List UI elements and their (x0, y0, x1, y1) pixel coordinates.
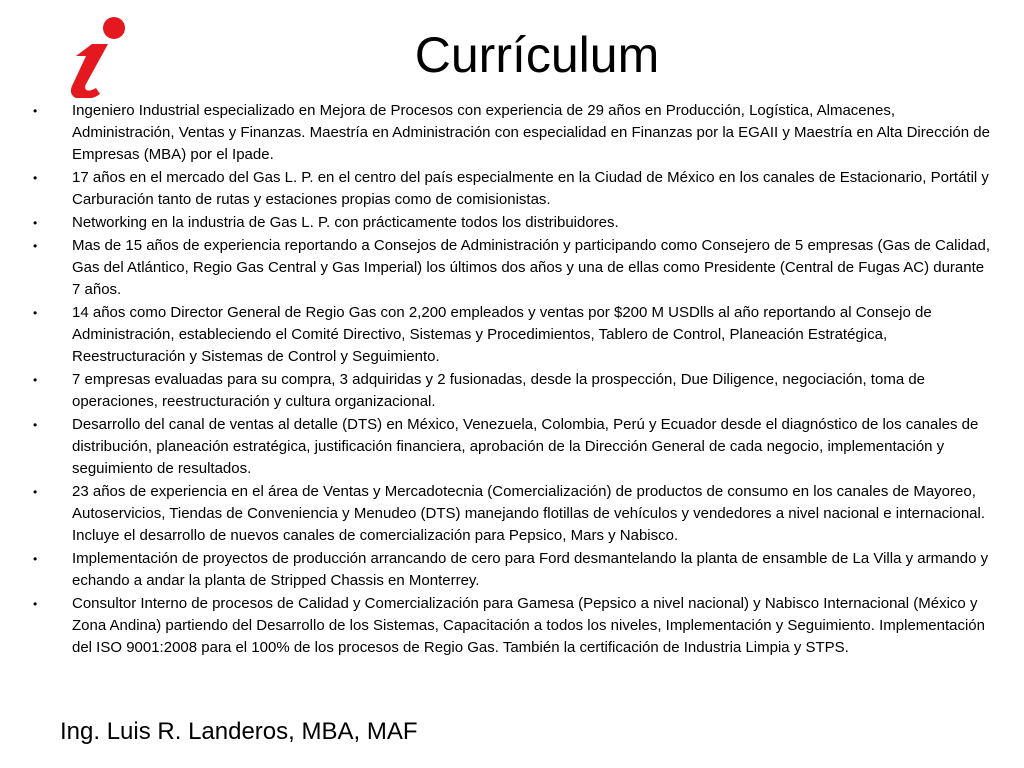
bullet-icon: • (33, 306, 38, 320)
list-item (30, 235, 996, 301)
bullet-text: Networking en la industria de Gas L. P. con prácticamente todos los distribuidores. (72, 214, 619, 231)
bullet-icon: • (33, 373, 38, 387)
list-item (30, 481, 996, 547)
bullet-icon: • (33, 485, 38, 499)
bullet-text: Mas de 15 años de experiencia reportando a Consejos de Administración y participando como Consejero de 5 empresas (Gas de Calidad, Gas del Atlántico, Regio Gas Central y Gas Imperial) los últimos dos años y una de ellas como Presidente (Central de Fugas AC) durante 7 años. (72, 237, 991, 298)
list-item (30, 548, 996, 592)
bullet-text: Implementación de proyectos de producción arrancando de cero para Ford desmantelando la planta de ensamble de La Villa y armando y echando a andar la planta de Stripped Chassis en Monterrey. (72, 550, 989, 589)
list-item (30, 100, 996, 166)
page-title: Currículum (414, 27, 660, 83)
bullet-text: 23 años de experiencia en el área de Ventas y Mercadotecnia (Comercialización) de productos de consumo en los canales de Mayoreo, Autoservicios, Tiendas de Conveniencia y Menudeo (DTS) manejando flotillas de vehículos y vendedores a nivel nacional e internacional. Incluye el desarrollo de nuevos canales de comercialización para Pepsico, Mars y Nabisco. (72, 483, 986, 544)
author-name: Ing. Luis R. Landeros, MBA, MAF (60, 718, 418, 745)
bullet-text: 14 años como Director General de Regio Gas con 2,200 empleados y ventas por $200 M USDlls al año reportando al Consejo de Administración, estableciendo el Comité Directivo, Sistemas y Procedimientos, Tablero de Control, Planeación Estratégica, Reestructuración y Sistemas de Control y Seguimiento. (72, 304, 932, 365)
bullet-text: Consultor Interno de procesos de Calidad y Comercialización para Gamesa (Pepsico a nivel nacional) y Nabisco Internacional (México y Zona Andina) partiendo del Desarrollo de los Sistemas, Capacitación a todos los niveles, Implementación y Seguimiento. Implementación del ISO 9001:2008 para el 100% de los procesos de Regio Gas. También la certificación de Industria Limpia y STPS. (72, 595, 985, 656)
bullet-list (30, 100, 996, 660)
bullet-icon: • (33, 239, 38, 253)
list-item (30, 302, 996, 368)
bullet-text: Desarrollo del canal de ventas al detalle (DTS) en México, Venezuela, Colombia, Perú y Ecuador desde el diagnóstico de los canales de distribución, planeación estratégica, justificación financiera, aprobación de la Dirección General de cada negocio, implementación y seguimiento de resultados. (72, 416, 979, 477)
bullet-icon: • (33, 552, 38, 566)
list-item (30, 167, 996, 211)
bullet-text: Ingeniero Industrial especializado en Mejora de Procesos con experiencia de 29 años en Producción, Logística, Almacenes, Administración, Ventas y Finanzas. Maestría en Administración con especialidad en Finanzas por la EGAII y Maestría en Alta Dirección de Empresas (MBA) por el Ipade. (72, 102, 990, 163)
bullet-icon: • (33, 418, 38, 432)
bullet-icon: • (33, 216, 38, 230)
list-item (30, 212, 996, 234)
bullet-text: 7 empresas evaluadas para su compra, 3 adquiridas y 2 fusionadas, desde la prospección, Due Diligence, negociación, toma de operaciones, reestructuración y cultura organizacional. (72, 371, 926, 410)
bullet-icon: • (33, 171, 38, 185)
list-item (30, 414, 996, 480)
bullet-text: 17 años en el mercado del Gas L. P. en el centro del país especialmente en la Ciudad de México en los canales de Estacionario, Portátil y Carburación tanto de rutas y estaciones propias como de comisionistas. (72, 169, 989, 208)
bullet-icon: • (33, 597, 38, 611)
list-item (30, 593, 996, 659)
list-item (30, 369, 996, 413)
bullet-icon: • (33, 104, 38, 118)
